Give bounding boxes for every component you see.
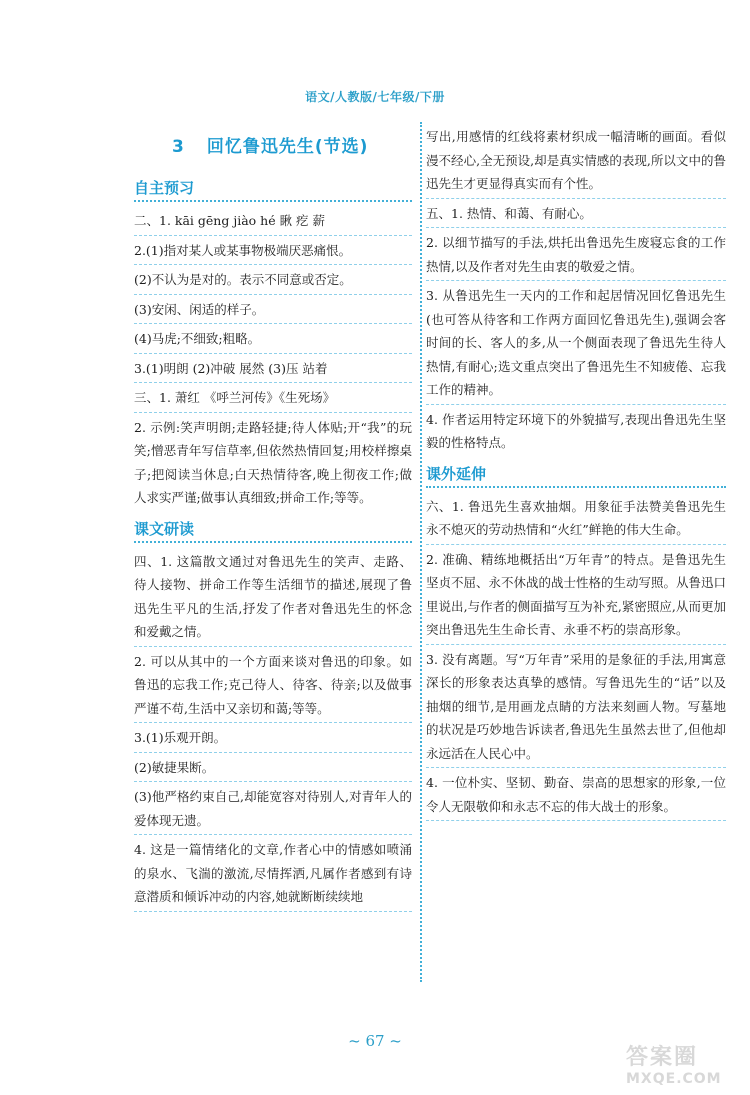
- answer-paragraph: 2.(1)指对某人或某事物极端厌恶痛恨。: [134, 236, 412, 266]
- answer-paragraph: (3)他严格约束自己,却能宽容对待别人,对青年人的爱体现无遗。: [134, 782, 412, 835]
- answer-paragraph: (3)安闲、闲适的样子。: [134, 295, 412, 325]
- answer-paragraph: 2. 准确、精练地概括出“万年青”的特点。是鲁迅先生坚贞不屈、永不休战的战士性格的生动写照。从鲁迅口里说出,与作者的侧面描写互为补充,紧密照应,从而更加突出鲁迅先生生命长青、永垂不朽的崇高形象。: [426, 545, 726, 645]
- answer-paragraph: (2)敏捷果断。: [134, 753, 412, 783]
- column-divider: [420, 122, 422, 982]
- answer-paragraph: 二、1. kāi gēng jiào hé 瞅 疙 薪: [134, 206, 412, 236]
- watermark-logo: [626, 1040, 741, 1090]
- answer-paragraph: 4. 这是一篇情绪化的文章,作者心中的情感如喷涌的泉水、飞湍的激流,尽情挥洒,凡属作者感到有诗意潜质和倾诉冲动的内容,她就断断续续地: [134, 835, 412, 912]
- lesson-title: [172, 132, 412, 157]
- answer-paragraph: 五、1. 热情、和蔼、有耐心。: [426, 199, 726, 229]
- running-header: 语文/人教版/七年级/下册: [305, 90, 445, 104]
- watermark-text: 答案圈: [626, 1045, 699, 1070]
- section-title-zizhu: 自主预习: [134, 177, 412, 202]
- answer-paragraph: 3.(1)明朗 (2)冲破 展然 (3)压 站着: [134, 354, 412, 384]
- answer-paragraph: 四、1. 这篇散文通过对鲁迅先生的笑声、走路、待人接物、拼命工作等生活细节的描述,展现了鲁迅先生平凡的生活,抒发了作者对鲁迅先生的怀念和爱戴之情。: [134, 547, 412, 647]
- answer-paragraph: 3. 没有离题。写“万年青”采用的是象征的手法,用寓意深长的形象表达真挚的感情。写鲁迅先生的“话”以及抽烟的细节,是用画龙点睛的方法来刻画人物。写墓地的状况是巧妙地告诉读者,鲁迅先生虽然去世了,但他却永远活在人民心中。: [426, 645, 726, 769]
- left-column: [134, 118, 412, 912]
- lesson-number: 3: [172, 137, 185, 157]
- answer-paragraph: 2. 可以从其中的一个方面来谈对鲁迅的印象。如鲁迅的忘我工作;克己待人、待客、待亲;以及做事严谨不苟,生活中又亲切和蔼;等等。: [134, 647, 412, 724]
- right-column: [426, 122, 726, 821]
- answer-paragraph: 3.(1)乐观开朗。: [134, 723, 412, 753]
- answer-paragraph: 三、1. 萧红 《呼兰河传》《生死场》: [134, 383, 412, 413]
- answer-paragraph: 4. 一位朴实、坚韧、勤奋、崇高的思想家的形象,一位令人无限敬仰和永志不忘的伟大战士的形象。: [426, 768, 726, 821]
- answer-paragraph: 3. 从鲁迅先生一天内的工作和起居情况回忆鲁迅先生(也可答从待客和工作两方面回忆鲁迅先生),强调会客时间的长、客人的多,从一个侧面表现了鲁迅先生待人热情,有耐心;选文重点突出了鲁迅先生不知疲倦、忘我工作的精神。: [426, 281, 726, 405]
- answer-paragraph: 2. 以细节描写的手法,烘托出鲁迅先生废寝忘食的工作热情,以及作者对先生由衷的敬爱之情。: [426, 228, 726, 281]
- answer-paragraph: (4)马虎;不细致;粗略。: [134, 324, 412, 354]
- section-title-kewai: 课外延伸: [426, 463, 726, 488]
- watermark-url: MXQE.COM: [626, 1071, 722, 1087]
- page-number: ~ 67 ~: [348, 1032, 402, 1050]
- answer-paragraph: 写出,用感情的红线将素材织成一幅清晰的画面。看似漫不经心,全无预设,却是真实情感的表现,所以文中的鲁迅先生才更显得真实而有个性。: [426, 122, 726, 199]
- answer-paragraph: 2. 示例:笑声明朗;走路轻捷;待人体贴;开“我”的玩笑;憎恶青年写信草率,但依然热情回复;用校样擦桌子;把阅读当休息;白天热情待客,晚上彻夜工作;做人求实严谨;做事认真细致;拼命工作;等等。: [134, 419, 412, 505]
- answer-paragraph: 六、1. 鲁迅先生喜欢抽烟。用象征手法赞美鲁迅先生永不熄灭的劳动热情和“火红”鲜艳的伟大生命。: [426, 492, 726, 545]
- lesson-title-text: 回忆鲁迅先生(节选): [206, 137, 369, 157]
- answer-paragraph: (2)不认为是对的。表示不同意或否定。: [134, 265, 412, 295]
- section-title-kewen: 课文研读: [134, 518, 412, 543]
- answer-paragraph: 4. 作者运用特定环境下的外貌描写,表现出鲁迅先生坚毅的性格特点。: [426, 411, 726, 450]
